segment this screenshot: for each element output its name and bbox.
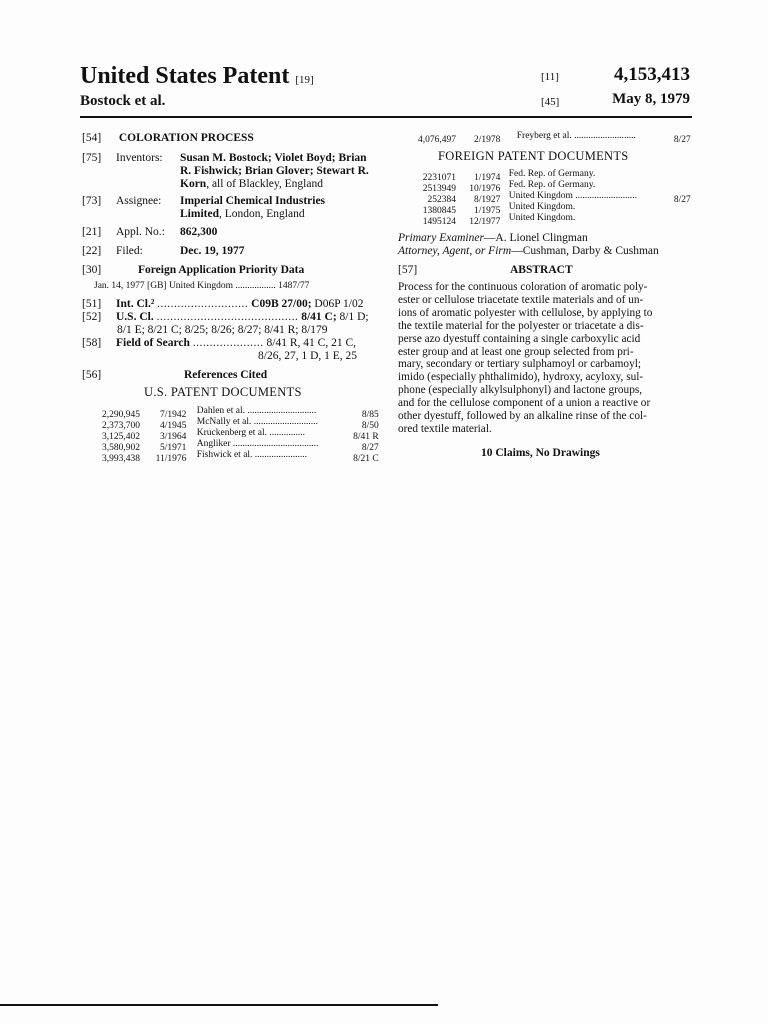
abstract-line: the textile material for the polyester or triacetate a dis- <box>398 319 644 332</box>
table-row: 3,993,438 11/1976 Fishwick et al. ...................... 8/21 C <box>102 450 379 464</box>
abstract-line: imido (especially phthalimido), hydroxy, acyloxy, sul- <box>398 371 644 384</box>
field-21: [21] Appl. No.: <box>82 226 165 238</box>
claims-summary: 10 Claims, No Drawings <box>481 447 600 459</box>
patent-office-title <box>80 62 314 94</box>
abstract-line: ored textile material. <box>398 422 492 435</box>
patent-title-code: [19] <box>295 74 314 86</box>
field-56: [56] <box>82 369 102 381</box>
invention-title: COLORATION PROCESS <box>118 132 254 144</box>
patent-number-code: [11] <box>541 71 559 83</box>
refs-title: References Cited <box>184 369 268 381</box>
field-75: [75] Inventors: <box>82 152 163 164</box>
primary-examiner: Primary Examiner—A. Lionel Clingman <box>398 232 588 244</box>
field-51: [51] Int. Cl.² ........................... C09B 27/00; D06P 1/02 <box>82 298 364 310</box>
abstract-title: ABSTRACT <box>510 264 573 276</box>
foreign-docs-title: FOREIGN PATENT DOCUMENTS <box>438 149 629 163</box>
header-divider <box>80 116 692 118</box>
search-line-2: 8/26, 27, 1 D, 1 E, 25 <box>258 350 358 362</box>
table-row: 1495124 12/1977 United Kingdom. <box>422 213 576 227</box>
abstract-line: other dyestuff, followed by an alkaline rinse of the col- <box>398 410 647 423</box>
table-row: 2,373,700 4/1945 McNally et al. ........................... 8/50 <box>102 417 379 431</box>
priority-line: Jan. 14, 1977 [GB] United Kingdom ................. 1487/77 <box>94 281 310 291</box>
inventors-line-1: Susan M. Bostock; Violet Boyd; Brian <box>180 152 367 164</box>
abstract-line: ions of aromatic polyester with cellulose, by applying to <box>398 306 653 319</box>
table-row: 3,580,902 5/1971 Angliker .................................... 8/27 <box>102 439 379 453</box>
assignee-line-1: Imperial Chemical Industries <box>180 195 326 207</box>
field-52: [52] U.S. Cl. .......................................... 8/41 C; 8/1 D; <box>82 311 369 323</box>
field-22: [22] Filed: <box>82 245 143 257</box>
abstract-line: and for the cellulose component of a union a reactive or <box>398 397 651 410</box>
table-row: 2,290,945 7/1942 Dahlen et al. ............................. 8/85 <box>102 406 379 420</box>
us-docs-title: U.S. PATENT DOCUMENTS <box>144 385 302 399</box>
abstract-body <box>398 281 698 436</box>
abstract-line: phone (especially alkylsulphonyl) and lactone groups, <box>398 384 643 397</box>
abstract-line: Process for the continuous coloration of aromatic poly- <box>398 281 648 293</box>
top-reference-row: 4,076,497 2/1978 Freyberg et al. .......................... 8/27 <box>418 131 691 145</box>
bottom-edge-line <box>0 1004 438 1006</box>
attorney: Attorney, Agent, or Firm—Cushman, Darby & Cushman <box>398 245 659 257</box>
inventor-short: Bostock et al. <box>80 93 166 109</box>
patent-date: May 8, 1979 <box>612 91 690 107</box>
abstract-line: ester group and at least one group selected from pri- <box>398 345 634 358</box>
patent-title-text: United States Patent <box>80 63 290 89</box>
table-row: 3,125,402 3/1964 Kruckenberg et al. ............... 8/41 R <box>102 428 379 442</box>
field-73: [73] Assignee: <box>82 195 162 207</box>
table-row: 1380845 1/1975 United Kingdom. <box>422 202 576 216</box>
field-58: [58] Field of Search ..................... 8/41 R, 41 C, 21 C, <box>82 337 356 349</box>
patent-number: 4,153,413 <box>614 64 690 85</box>
patent-date-code: [45] <box>541 96 560 108</box>
priority-title: Foreign Application Priority Data <box>138 264 305 276</box>
table-row: 252384 8/1927 United Kingdom .......................... 8/27 <box>427 191 691 205</box>
uscl-line-2: 8/1 E; 8/21 C; 8/25; 8/26; 8/27; 8/41 R; 8/179 <box>117 324 328 336</box>
table-row: 2231071 1/1974 Fed. Rep. of Germany. <box>422 169 596 183</box>
field-30: [30] <box>82 264 102 276</box>
abstract-line: mary, secondary or tertiary sulphamoyl or carbamoyl; <box>398 358 642 371</box>
inventors-line-2: R. Fishwick; Brian Glover; Stewart R. <box>180 165 369 177</box>
appl-number: 862,300 <box>180 226 218 238</box>
abstract-code: [57] <box>398 264 418 276</box>
field-54: [54] COLORATION PROCESS <box>82 132 254 144</box>
table-row: 2513949 10/1976 Fed. Rep. of Germany. <box>422 180 596 194</box>
abstract-line: ester or cellulose triacetate textile materials and of un- <box>398 293 644 306</box>
assignee-line-2: Limited, London, England <box>180 208 305 220</box>
filed-date: Dec. 19, 1977 <box>180 245 245 257</box>
abstract-line: perse azo dyestuff containing a single carboxylic acid <box>398 332 641 345</box>
inventors-line-3: Korn, all of Blackley, England <box>180 178 323 190</box>
